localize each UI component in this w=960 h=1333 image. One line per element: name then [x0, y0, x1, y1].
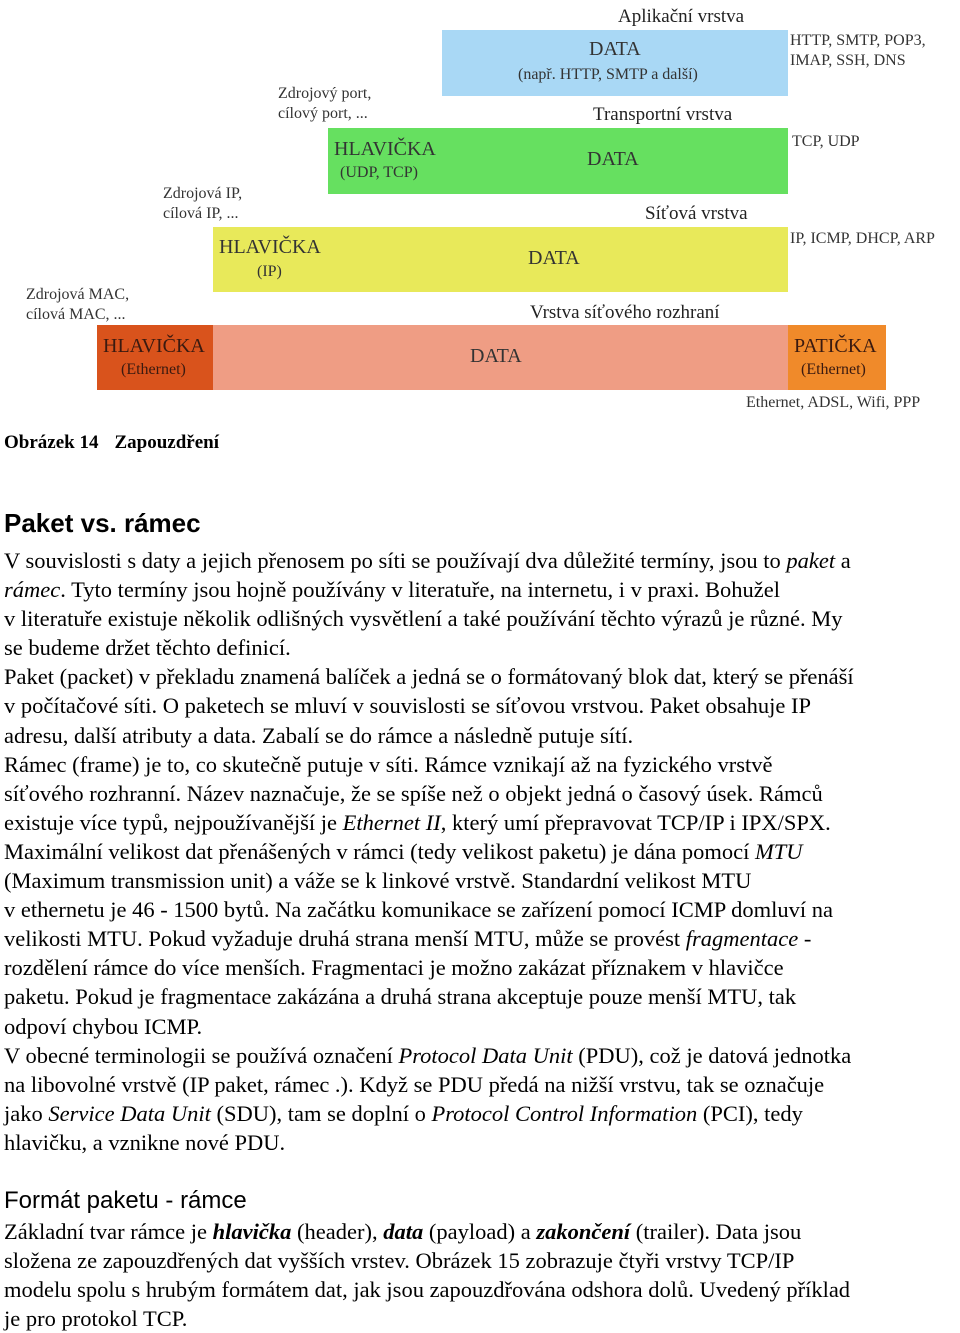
- transport-layer-title: Transportní vrstva: [593, 104, 733, 125]
- application-protocols: HTTP, SMTP, POP3, IMAP, SSH, DNS: [790, 32, 926, 69]
- encapsulation-diagram: [0, 0, 960, 420]
- transport-header-label: HLAVIČKA: [334, 138, 436, 160]
- text-run: V obecné terminologii se používá označení: [4, 1042, 399, 1068]
- text-run: v literatuře existuje několik odlišných vysvětlení a také používání těchto výrazů je různé. My: [4, 606, 843, 632]
- text-run: (SDU), tam se doplní o: [210, 1100, 432, 1126]
- text-run: a: [835, 548, 851, 573]
- section-heading-packet-vs-frame: Paket vs. rámec: [4, 508, 201, 538]
- text-run: je pro protokol TCP.: [4, 1306, 188, 1332]
- text-run: hlavičku, a vznikne nové PDU.: [4, 1129, 286, 1155]
- text-run: v ethernetu je 46 - 1500 bytů. Na začátku komunikace se zařízení pomocí ICMP domluví na: [4, 897, 833, 923]
- link-header-label: HLAVIČKA: [103, 335, 205, 357]
- text-line: [4, 633, 960, 662]
- network-protocols: IP, ICMP, DHCP, ARP: [790, 230, 935, 247]
- network-data-label: DATA: [528, 247, 580, 269]
- text-run: rozdělení rámce do více menších. Fragmentaci je možno zakázat příznakem v hlavičce: [4, 955, 784, 981]
- text-line: [4, 546, 960, 575]
- text-line: [4, 750, 960, 779]
- text-run: (PCI), tedy: [697, 1100, 803, 1126]
- italic-term: paket: [786, 548, 836, 573]
- text-line: [4, 953, 960, 982]
- text-run: , který umí přepravovat TCP/IP i IPX/SPX.: [440, 809, 831, 835]
- text-run: Rámec (frame) je to, co skutečně putuje v síti. Rámce vznikají až na fyzického vrstvě: [4, 751, 773, 777]
- text-line: [4, 982, 960, 1011]
- text-run: . Tyto termíny jsou hojně používány v literatuře, na internetu, i v praxi. Bohužel: [60, 577, 780, 603]
- text-run: -: [798, 926, 812, 952]
- text-run: složena ze zapouzdřených dat vyšších vrstev. Obrázek 15 zobrazuje čtyři vrstvy TCP/IP: [4, 1248, 795, 1274]
- italic-term: MTU: [755, 838, 803, 864]
- italic-term: Protocol Control Information: [431, 1100, 698, 1126]
- text-line: [4, 1099, 960, 1128]
- section-body-packet-format: [4, 1217, 960, 1333]
- network-header-label: HLAVIČKA: [219, 236, 321, 258]
- text-run: Maximální velikost dat přenášených v rámci (tedy velikost paketu) je dána pomocí: [4, 838, 756, 864]
- text-run: se budeme držet těchto definicí.: [4, 635, 291, 661]
- text-line: [4, 1246, 960, 1275]
- italic-term: rámec: [4, 577, 61, 603]
- link-header-sub: (Ethernet): [121, 361, 186, 378]
- figure-caption: [4, 432, 219, 454]
- text-line: [4, 924, 960, 953]
- caption-number: Obrázek 14: [4, 432, 99, 453]
- text-run: velikosti MTU. Pokud vyžaduje druhá strana menší MTU, může se provést: [4, 926, 686, 952]
- text-run: paketu. Pokud je fragmentace zakázána a druhá strana akceptuje pouze menší MTU, tak: [4, 984, 797, 1010]
- text-run: na libovolné vrstvě (IP paket, rámec .). Když se PDU předá na nižší vrstvu, tak se označuje: [4, 1071, 825, 1097]
- text-run: Paket (packet) v překladu znamená balíček a jedná se o formátovaný blok dat, který se přenáší: [4, 664, 854, 690]
- text-run: adresu, další atributy a data. Zabalí se do rámce a následně putuje sítí.: [4, 722, 634, 748]
- bold-italic-term: hlavička: [212, 1219, 292, 1244]
- network-layer-title: Síťová vrstva: [645, 203, 748, 224]
- link-layer-title: Vrstva síťového rozhraní: [530, 302, 720, 323]
- text-line: [4, 1041, 960, 1070]
- text-line: [4, 1304, 960, 1333]
- text-line: [4, 575, 960, 604]
- text-line: [4, 604, 960, 633]
- section-heading-packet-format: Formát paketu - rámce: [4, 1187, 247, 1214]
- application-data-note: (např. HTTP, SMTP a další): [518, 66, 698, 83]
- text-run: (PDU), což je datová jednotka: [572, 1042, 852, 1068]
- text-line: [4, 1217, 960, 1246]
- link-footer-sub: (Ethernet): [801, 361, 866, 378]
- transport-protocols: TCP, UDP: [792, 133, 860, 150]
- transport-data-label: DATA: [587, 148, 639, 170]
- text-line: [4, 779, 960, 808]
- bold-italic-term: data: [383, 1219, 424, 1244]
- text-line: [4, 1070, 960, 1099]
- italic-term: Service Data Unit: [48, 1100, 211, 1126]
- application-layer-title: Aplikační vrstva: [618, 6, 745, 27]
- text-line: [4, 808, 960, 837]
- text-run: (trailer). Data jsou: [630, 1219, 802, 1244]
- text-run: (payload) a: [423, 1219, 537, 1244]
- text-line: [4, 1275, 960, 1304]
- text-line: [4, 721, 960, 750]
- text-run: síťového rozhranní. Název naznačuje, že se spíše než o objekt jedná o časový úsek. Rámců: [4, 780, 823, 806]
- network-header-sub: (IP): [257, 263, 282, 280]
- text-run: Základní tvar rámce je: [4, 1219, 213, 1244]
- transport-header-note: Zdrojový port, cílový port, ...: [278, 85, 372, 122]
- text-line: [4, 662, 960, 691]
- italic-term: fragmentace: [685, 926, 799, 952]
- link-protocols: Ethernet, ADSL, Wifi, PPP: [746, 394, 921, 411]
- bold-italic-term: zakončení: [536, 1219, 631, 1244]
- text-run: modelu spolu s hrubým formátem dat, jak jsou zapouzdřována odshora dolů. Uvedený příklad: [4, 1277, 851, 1303]
- text-line: [4, 691, 960, 720]
- link-header-note: Zdrojová MAC, cílová MAC, ...: [26, 286, 130, 323]
- link-data-label: DATA: [470, 345, 522, 367]
- text-line: [4, 1128, 960, 1157]
- text-line: [4, 866, 960, 895]
- transport-header-sub: (UDP, TCP): [340, 164, 418, 181]
- text-line: [4, 1012, 960, 1041]
- caption-title: Zapouzdření: [114, 432, 219, 453]
- text-run: V souvislosti s daty a jejich přenosem po síti se používají dva důležité termíny, jsou to: [4, 548, 787, 573]
- text-line: [4, 895, 960, 924]
- italic-term: Protocol Data Unit: [398, 1042, 573, 1068]
- text-line: [4, 837, 960, 866]
- link-footer-label: PATIČKA: [794, 335, 877, 357]
- text-run: (header),: [291, 1219, 384, 1244]
- italic-term: Ethernet II: [342, 809, 441, 835]
- application-data-label: DATA: [589, 38, 641, 60]
- section-body-packet-vs-frame: [4, 546, 960, 1157]
- text-run: jako: [4, 1100, 49, 1126]
- text-run: v počítačové síti. O paketech se mluví v souvislosti se síťovou vrstvou. Paket obsahuje IP: [4, 693, 812, 719]
- network-header-note: Zdrojová IP, cílová IP, ...: [163, 185, 243, 222]
- text-run: (Maximum transmission unit) a váže se k linkové vrstvě. Standardní velikost MTU: [4, 868, 752, 894]
- text-run: existuje více typů, nejpoužívanější je: [4, 809, 343, 835]
- text-run: odpoví chybou ICMP.: [4, 1013, 203, 1039]
